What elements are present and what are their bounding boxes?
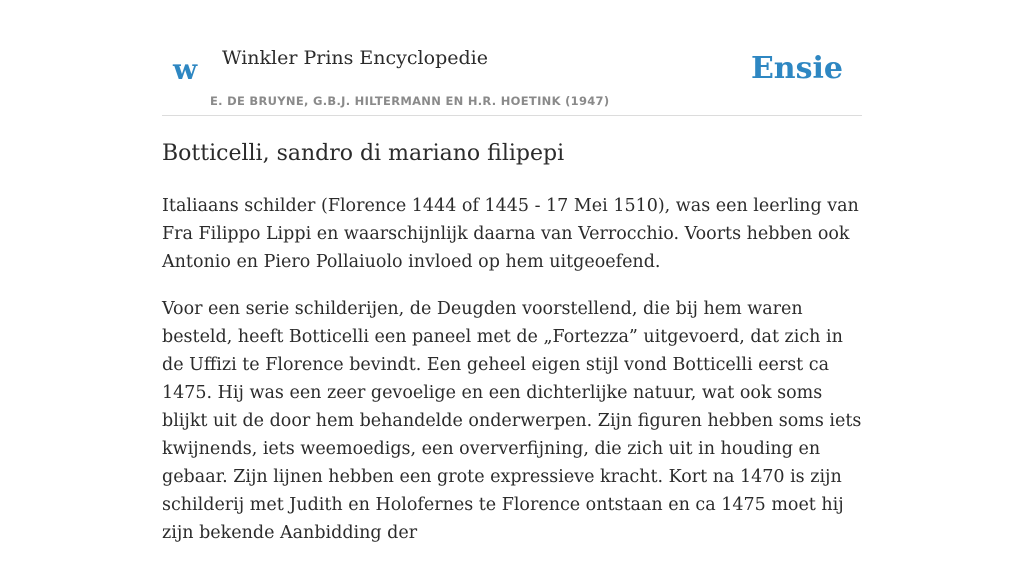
- site-header: [162, 0, 862, 116]
- article-body: [162, 192, 862, 566]
- page-container: [162, 0, 862, 543]
- article-paragraph: Voor een serie schilderijen, de Deugden voorstellend, die bij hem waren besteld, heeft Botticelli een paneel met de „Fortezza” uitgevoerd, dat zich in de Uffizi te Florence bevindt. Een geheel eigen stijl vond Botticelli eerst ca 1475. Hij was een zeer gevoelige en een dichterlijke natuur, wat ook soms blijkt uit de door hem behandelde onderwerpen. Zijn figuren hebben soms iets kwijnends, iets weemoedigs, een oververfijning, die zich uit in houding en gebaar. Zijn lijnen hebben een grote expressieve kracht. Kort na 1470 is zijn schilderij met Judith en Holofernes te Florence ontstaan en ca 1475 moet hij zijn bekende Aanbidding der: [162, 299, 862, 543]
- ensie-brand-logo[interactable]: Ensie: [750, 51, 843, 86]
- article-paragraph: Italiaans schilder (Florence 1444 of 1445 - 17 Mei 1510), was een leerling van Fra Filippo Lippi en waarschijnlijk daarna van Verrocchio. Voorts hebben ook Antonio en Piero Pollaiuolo invloed op hem uitgeoefend.: [162, 196, 859, 272]
- encyclopedia-title[interactable]: Winkler Prins Encyclopedie: [222, 47, 488, 69]
- encyclopedia-logo[interactable]: w: [173, 53, 198, 86]
- encyclopedia-authors: E. DE BRUYNE, G.B.J. HILTERMANN EN H.R. HOETINK (1947): [210, 94, 610, 108]
- article-title: Botticelli, sandro di mariano filipepi: [162, 141, 565, 166]
